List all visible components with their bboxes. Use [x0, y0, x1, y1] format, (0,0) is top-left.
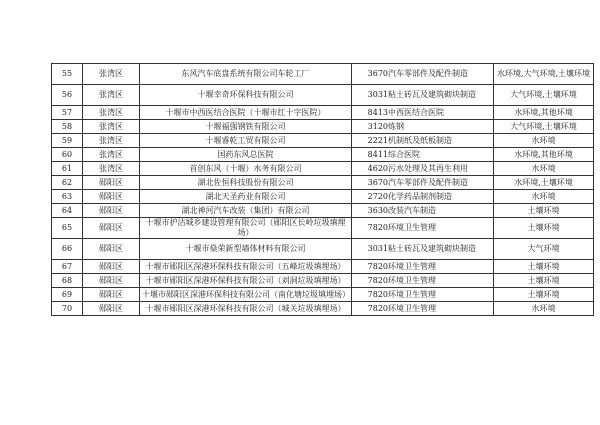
table-row	[52, 302, 594, 316]
table-row	[52, 190, 594, 204]
industry-cell	[352, 64, 494, 85]
district-cell: 张湾区	[83, 120, 140, 134]
industry-label: 汽车零部件及配件制造	[388, 69, 468, 78]
row-number: 67	[52, 260, 83, 274]
industry-label: 化学药品制剂制造	[388, 191, 452, 201]
industry-label: 环境卫生管理	[388, 275, 436, 285]
table-row	[52, 288, 594, 302]
environment-type-cell: 水环境	[494, 134, 594, 148]
table-row	[52, 176, 594, 190]
industry-cell	[352, 162, 494, 176]
industry-code: 3120	[367, 121, 388, 131]
company-name-cell: 十堰市中西医结合医院（十堰市红十字医院）	[140, 106, 352, 120]
industry-cell	[352, 274, 494, 288]
district-cell: 郧阳区	[83, 218, 140, 239]
industry-code: 7820	[367, 223, 388, 232]
table-row	[52, 260, 594, 274]
industry-cell	[352, 204, 494, 218]
company-name-cell: 东风汽车底盘系统有限公司车轮工厂	[140, 64, 352, 85]
industry-cell	[352, 120, 494, 134]
industry-label: 汽车零部件及配件制造	[388, 177, 468, 187]
district-cell: 郧阳区	[83, 239, 140, 260]
district-cell: 张湾区	[83, 64, 140, 85]
table-row	[52, 162, 594, 176]
district-cell: 郧阳区	[83, 260, 140, 274]
industry-label: 环境卫生管理	[388, 303, 436, 313]
district-cell: 郧阳区	[83, 176, 140, 190]
industry-label: 综合医院	[388, 149, 420, 159]
industry-cell	[352, 239, 494, 260]
company-name-cell: 十堰幸奇环保科技有限公司	[140, 85, 352, 106]
industry-cell	[352, 288, 494, 302]
industry-label: 环境卫生管理	[388, 289, 436, 299]
industry-code: 3670	[367, 69, 388, 78]
industry-code: 2720	[367, 191, 388, 201]
industry-cell	[352, 302, 494, 316]
environment-type-cell: 水环境	[494, 190, 594, 204]
industry-code: 8411	[367, 149, 388, 159]
table-row	[52, 148, 594, 162]
enterprise-table	[51, 63, 594, 316]
company-name-cell: 国药东风总医院	[140, 148, 352, 162]
row-number: 68	[52, 274, 83, 288]
row-number: 64	[52, 204, 83, 218]
environment-type-cell: 水环境,大气环境,土壤环境	[494, 64, 594, 85]
industry-code: 4620	[367, 163, 388, 173]
company-name-cell: 十堰睿乾工贸有限公司	[140, 134, 352, 148]
environment-type-cell: 水环境	[494, 302, 594, 316]
district-cell: 张湾区	[83, 85, 140, 106]
environment-type-cell: 大气环境,土壤环境	[494, 85, 594, 106]
table-row	[52, 218, 594, 239]
company-name-cell: 十堰市燊荣新型墙体材料有限公司	[140, 239, 352, 260]
industry-label: 改装汽车制造	[388, 205, 436, 215]
industry-label: 粘土砖瓦及建筑砌块制造	[388, 244, 476, 253]
district-cell: 郧阳区	[83, 274, 140, 288]
industry-label: 粘土砖瓦及建筑砌块制造	[388, 90, 476, 99]
company-name-cell: 十堰福强钢铁有限公司	[140, 120, 352, 134]
industry-cell	[352, 218, 494, 239]
environment-type-cell: 水环境	[494, 162, 594, 176]
table-row	[52, 64, 594, 85]
row-number: 58	[52, 120, 83, 134]
industry-code: 8413	[367, 107, 388, 117]
industry-label: 中西医结合医院	[388, 107, 444, 117]
environment-type-cell: 水环境,其他环境	[494, 106, 594, 120]
table-row	[52, 274, 594, 288]
district-cell: 郧阳区	[83, 302, 140, 316]
environment-type-cell: 土壤环境	[494, 204, 594, 218]
industry-cell	[352, 85, 494, 106]
row-number: 70	[52, 302, 83, 316]
industry-code: 7820	[367, 303, 388, 313]
environment-type-cell: 土壤环境	[494, 260, 594, 274]
industry-cell	[352, 176, 494, 190]
industry-code: 7820	[367, 289, 388, 299]
district-cell: 郧阳区	[83, 288, 140, 302]
table-row	[52, 106, 594, 120]
company-name-cell: 十堰市郧阳区深港环保科技有限公司（南化塘垃圾填埋场）	[140, 288, 352, 302]
table-body	[52, 64, 594, 316]
table-row	[52, 204, 594, 218]
environment-type-cell: 大气环境	[494, 239, 594, 260]
industry-cell	[352, 106, 494, 120]
company-name-cell: 十堰市郧阳区深港环保科技有限公司（城关垃圾填埋场）	[140, 302, 352, 316]
environment-type-cell: 土壤环境	[494, 218, 594, 239]
company-name-cell: 十堰市郧阳区深港环保科技有限公司（五峰垃圾填埋场）	[140, 260, 352, 274]
environment-type-cell: 土壤环境	[494, 274, 594, 288]
environment-type-cell: 土壤环境	[494, 288, 594, 302]
company-name-cell: 湖北神河汽车改装（集团）有限公司	[140, 204, 352, 218]
industry-code: 7820	[367, 275, 388, 285]
industry-code: 7820	[367, 261, 388, 271]
industry-code: 3630	[367, 205, 388, 215]
row-number: 66	[52, 239, 83, 260]
environment-type-cell: 水环境,其他环境	[494, 148, 594, 162]
row-number: 59	[52, 134, 83, 148]
district-cell: 张湾区	[83, 134, 140, 148]
industry-label: 炼钢	[388, 121, 404, 131]
industry-label: 污水处理及其再生利用	[388, 163, 468, 173]
company-name-cell: 首创东风（十堰）水务有限公司	[140, 162, 352, 176]
table-row	[52, 239, 594, 260]
district-cell: 郧阳区	[83, 190, 140, 204]
company-name-cell: 十堰市护沽城乡建设管理有限公司（郧阳区长岭垃圾填埋场）	[140, 218, 352, 239]
industry-code: 3670	[367, 177, 388, 187]
industry-label: 环境卫生管理	[388, 223, 436, 232]
industry-label: 环境卫生管理	[388, 261, 436, 271]
district-cell: 张湾区	[83, 162, 140, 176]
company-name-cell: 湖北佐恒科技股份有限公司	[140, 176, 352, 190]
row-number: 60	[52, 148, 83, 162]
industry-code: 2221	[367, 135, 388, 145]
industry-cell	[352, 148, 494, 162]
environment-type-cell: 大气环境,土壤环境	[494, 120, 594, 134]
row-number: 61	[52, 162, 83, 176]
row-number: 65	[52, 218, 83, 239]
company-name-cell: 湖北天圣药业有限公司	[140, 190, 352, 204]
industry-code: 3031	[367, 244, 388, 253]
row-number: 57	[52, 106, 83, 120]
company-name-cell: 十堰市郧阳区深港环保科技有限公司（刘洞垃圾填埋场）	[140, 274, 352, 288]
table-row	[52, 134, 594, 148]
district-cell: 张湾区	[83, 106, 140, 120]
row-number: 63	[52, 190, 83, 204]
table-row	[52, 120, 594, 134]
district-cell: 张湾区	[83, 148, 140, 162]
district-cell: 郧阳区	[83, 204, 140, 218]
row-number: 56	[52, 85, 83, 106]
industry-cell	[352, 260, 494, 274]
table-row	[52, 85, 594, 106]
industry-label: 机制纸及纸板制造	[388, 135, 452, 145]
row-number: 69	[52, 288, 83, 302]
industry-cell	[352, 134, 494, 148]
industry-cell	[352, 190, 494, 204]
industry-code: 3031	[367, 90, 388, 99]
row-number: 55	[52, 64, 83, 85]
environment-type-cell: 水环境,土壤环境	[494, 176, 594, 190]
row-number: 62	[52, 176, 83, 190]
